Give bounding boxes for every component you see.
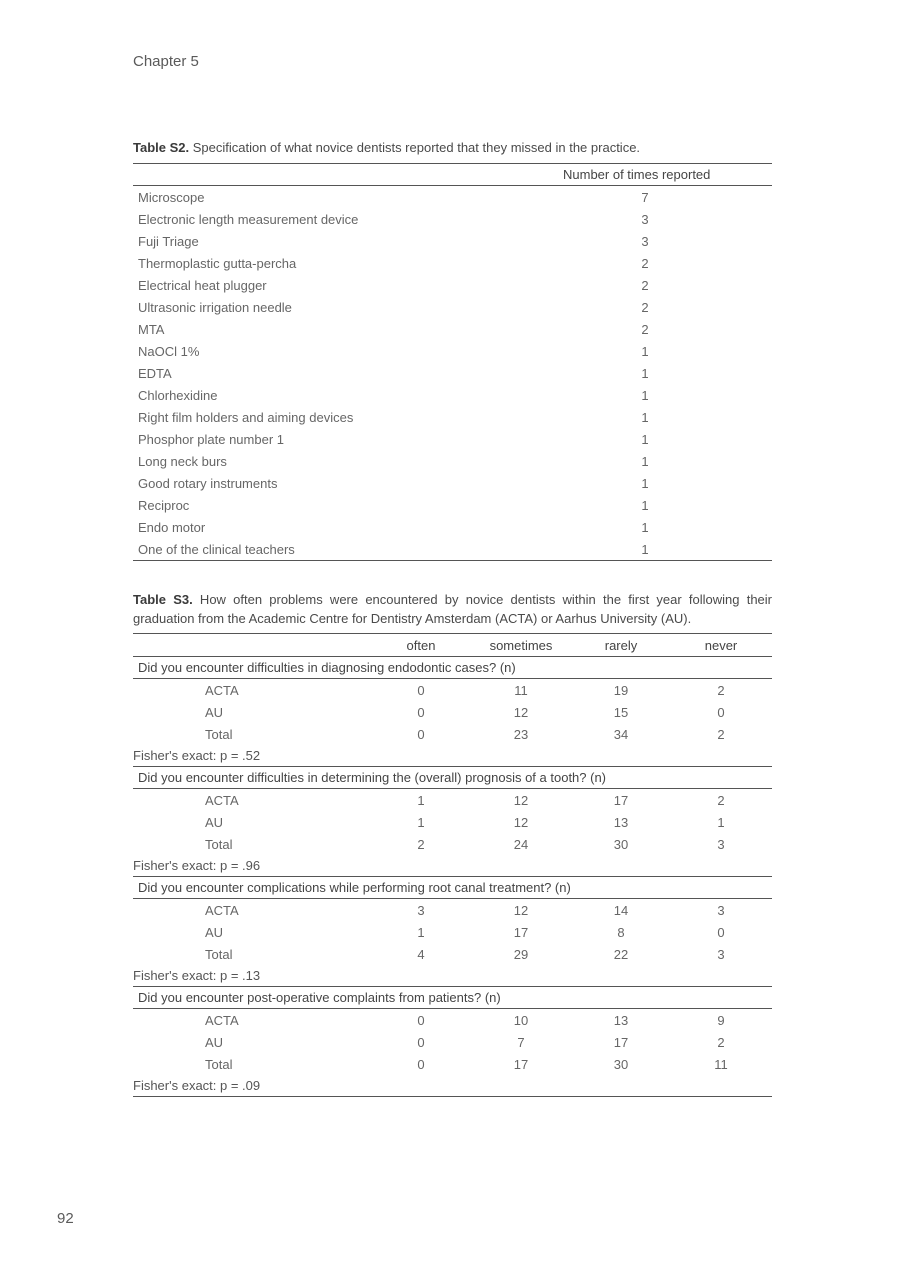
- cell-value: 2: [717, 793, 725, 808]
- item-label: Microscope: [138, 190, 205, 205]
- table-s3-caption: [133, 590, 772, 628]
- group-label: ACTA: [205, 793, 239, 808]
- table-row: [133, 516, 772, 538]
- table-row: [133, 494, 772, 516]
- item-label: NaOCl 1%: [138, 344, 200, 359]
- question-row: [133, 767, 772, 789]
- table-row: [133, 1009, 772, 1031]
- table-row: [133, 450, 772, 472]
- table-row: [133, 230, 772, 252]
- cell-value: 2: [717, 1035, 725, 1050]
- fisher-row: [133, 745, 772, 767]
- table-row: [133, 899, 772, 921]
- table-row: [133, 428, 772, 450]
- table-row: [133, 538, 772, 561]
- item-count: 2: [641, 300, 649, 315]
- item-count: 1: [641, 542, 649, 557]
- question-row: [133, 987, 772, 1009]
- table-s3-label: Table S3.: [133, 592, 193, 607]
- cell-value: 14: [613, 903, 629, 918]
- cell-value: 4: [417, 947, 425, 962]
- item-count: 1: [641, 410, 649, 425]
- item-count: 2: [641, 256, 649, 271]
- item-count: 3: [641, 234, 649, 249]
- table-row: [133, 921, 772, 943]
- item-count: 1: [641, 520, 649, 535]
- table-row: [133, 789, 772, 811]
- column-header-rarely: rarely: [604, 638, 638, 653]
- table-row: [133, 943, 772, 965]
- table-s3: [133, 633, 772, 1097]
- item-count: 1: [641, 366, 649, 381]
- group-label: ACTA: [205, 683, 239, 698]
- table-row: [133, 833, 772, 855]
- page-number: 92: [57, 1210, 74, 1227]
- cell-value: 0: [417, 727, 425, 742]
- table-row: [133, 384, 772, 406]
- cell-value: 24: [513, 837, 529, 852]
- table-s3-header: [133, 633, 772, 657]
- cell-value: 0: [417, 1035, 425, 1050]
- cell-value: 12: [513, 903, 529, 918]
- group-label: Total: [205, 727, 233, 742]
- cell-value: 13: [613, 815, 629, 830]
- cell-value: 7: [517, 1035, 525, 1050]
- column-header-often: often: [406, 638, 436, 653]
- item-count: 1: [641, 476, 649, 491]
- fisher-row: [133, 1075, 772, 1097]
- item-count: 1: [641, 454, 649, 469]
- table-row: [133, 723, 772, 745]
- item-label: Chlorhexidine: [138, 388, 218, 403]
- cell-value: 3: [717, 837, 725, 852]
- table-row: [133, 252, 772, 274]
- fisher-row: [133, 855, 772, 877]
- table-s3-caption-text: How often problems were encountered by novice dentists within the first year following their graduation from the Academic Centre for Dentistry Amsterdam (ACTA) or Aarhus University (AU).: [133, 592, 772, 626]
- item-count: 2: [641, 322, 649, 337]
- cell-value: 9: [717, 1013, 725, 1028]
- cell-value: 11: [514, 683, 528, 698]
- cell-value: 3: [717, 903, 725, 918]
- cell-value: 1: [417, 925, 425, 940]
- table-row: [133, 362, 772, 384]
- cell-value: 23: [513, 727, 529, 742]
- item-label: MTA: [138, 322, 165, 337]
- item-count: 1: [641, 344, 649, 359]
- item-label: Endo motor: [138, 520, 206, 535]
- group-label: Total: [205, 1057, 233, 1072]
- item-label: Thermoplastic gutta-percha: [138, 256, 297, 271]
- table-s2-label: Table S2.: [133, 140, 190, 155]
- item-label: Phosphor plate number 1: [138, 432, 284, 447]
- cell-value: 17: [513, 1057, 529, 1072]
- cell-value: 34: [613, 727, 629, 742]
- question-text: Did you encounter difficulties in determining the (overall) prognosis of a tooth? (n): [138, 770, 607, 785]
- item-label: Electronic length measurement device: [138, 212, 359, 227]
- column-header-never: never: [704, 638, 738, 653]
- fisher-text: Fisher's exact: p = .96: [133, 858, 261, 873]
- group-label: ACTA: [205, 1013, 239, 1028]
- table-row: [133, 472, 772, 494]
- cell-value: 2: [417, 837, 425, 852]
- group-label: AU: [205, 705, 224, 720]
- cell-value: 10: [513, 1013, 529, 1028]
- cell-value: 1: [417, 793, 425, 808]
- column-header: Number of times reported: [563, 167, 711, 182]
- table-row: [133, 811, 772, 833]
- cell-value: 0: [717, 925, 725, 940]
- group-label: Total: [205, 837, 233, 852]
- group-label: AU: [205, 815, 224, 830]
- item-count: 3: [641, 212, 649, 227]
- group-label: AU: [205, 925, 224, 940]
- cell-value: 12: [513, 705, 529, 720]
- cell-value: 13: [613, 1013, 629, 1028]
- item-label: Fuji Triage: [138, 234, 199, 249]
- cell-value: 3: [417, 903, 425, 918]
- fisher-row: [133, 965, 772, 987]
- item-count: 7: [641, 190, 649, 205]
- group-label: Total: [205, 947, 233, 962]
- running-header: Chapter 5: [133, 53, 199, 70]
- cell-value: 2: [717, 683, 725, 698]
- table-row: [133, 186, 772, 208]
- cell-value: 0: [417, 683, 425, 698]
- item-label: Right film holders and aiming devices: [138, 410, 354, 425]
- table-row: [133, 406, 772, 428]
- cell-value: 22: [613, 947, 629, 962]
- cell-value: 1: [417, 815, 425, 830]
- cell-value: 12: [513, 793, 529, 808]
- item-label: Ultrasonic irrigation needle: [138, 300, 292, 315]
- table-row: [133, 340, 772, 362]
- item-label: Electrical heat plugger: [138, 278, 267, 293]
- table-row: [133, 318, 772, 340]
- question-row: [133, 657, 772, 679]
- table-s3-body: [133, 657, 772, 1097]
- cell-value: 0: [717, 705, 725, 720]
- cell-value: 17: [613, 1035, 629, 1050]
- fisher-text: Fisher's exact: p = .09: [133, 1078, 261, 1093]
- cell-value: 12: [513, 815, 529, 830]
- cell-value: 29: [513, 947, 529, 962]
- column-header-sometimes: sometimes: [489, 638, 553, 653]
- cell-value: 17: [613, 793, 629, 808]
- item-label: Long neck burs: [138, 454, 227, 469]
- cell-value: 19: [613, 683, 629, 698]
- group-label: ACTA: [205, 903, 239, 918]
- cell-value: 3: [717, 947, 725, 962]
- cell-value: 30: [613, 837, 629, 852]
- question-row: [133, 877, 772, 899]
- item-label: One of the clinical teachers: [138, 542, 295, 557]
- cell-value: 11: [714, 1057, 728, 1072]
- cell-value: 0: [417, 1013, 425, 1028]
- cell-value: 1: [717, 815, 725, 830]
- table-row: [133, 1053, 772, 1075]
- cell-value: 0: [417, 1057, 425, 1072]
- table-row: [133, 701, 772, 723]
- question-text: Did you encounter difficulties in diagnosing endodontic cases? (n): [138, 660, 516, 675]
- cell-value: 30: [613, 1057, 629, 1072]
- cell-value: 0: [417, 705, 425, 720]
- item-count: 1: [641, 432, 649, 447]
- question-text: Did you encounter complications while performing root canal treatment? (n): [138, 880, 571, 895]
- table-s2-header: [133, 163, 772, 186]
- cell-value: 17: [513, 925, 529, 940]
- cell-value: 15: [613, 705, 629, 720]
- item-count: 1: [641, 498, 649, 513]
- table-s2-body: [133, 186, 772, 561]
- item-count: 1: [641, 388, 649, 403]
- table-row: [133, 274, 772, 296]
- table-row: [133, 296, 772, 318]
- table-s2-caption-text: Specification of what novice dentists reported that they missed in the practice.: [189, 140, 641, 155]
- item-label: Reciproc: [138, 498, 190, 513]
- cell-value: 8: [617, 925, 625, 940]
- item-label: EDTA: [138, 366, 172, 381]
- item-count: 2: [641, 278, 649, 293]
- table-row: [133, 1031, 772, 1053]
- item-label: Good rotary instruments: [138, 476, 278, 491]
- group-label: AU: [205, 1035, 224, 1050]
- cell-value: 2: [717, 727, 725, 742]
- question-text: Did you encounter post-operative complaints from patients? (n): [138, 990, 501, 1005]
- fisher-text: Fisher's exact: p = .52: [133, 748, 261, 763]
- table-row: [133, 208, 772, 230]
- table-s2-caption: [133, 138, 772, 157]
- table-s2: [133, 163, 772, 561]
- fisher-text: Fisher's exact: p = .13: [133, 968, 261, 983]
- table-row: [133, 679, 772, 701]
